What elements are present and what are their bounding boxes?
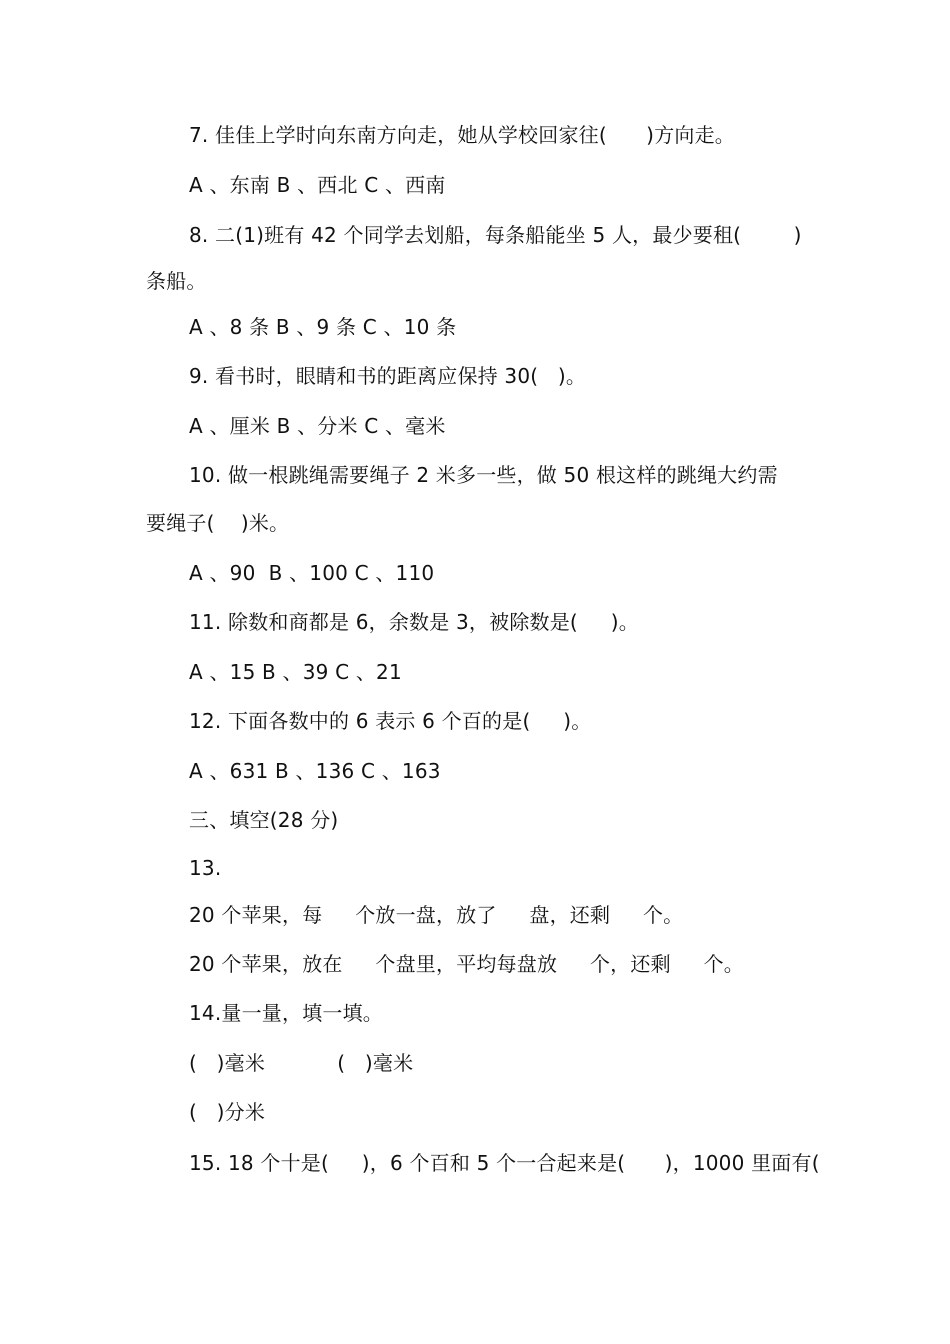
question-12: 12. 下面各数中的 6 表示 6 个百的是( )。 <box>189 709 592 733</box>
question-8-continuation: 条船。 <box>146 269 207 293</box>
question-10: 10. 做一根跳绳需要绳子 2 米多一些，做 50 根这样的跳绳大约需 <box>189 463 778 487</box>
question-11: 11. 除数和商都是 6，余数是 3，被除数是( )。 <box>189 610 639 634</box>
question-15: 15. 18 个十是( )，6 个百和 5 个一合起来是( )，1000 里面有( <box>189 1151 820 1175</box>
question-8: 8. 二(1)班有 42 个同学去划船，每条船能坐 5 人，最少要租( ) <box>189 223 802 247</box>
question-11-options: A 、15 B 、39 C 、21 <box>189 660 402 684</box>
question-13-line-2: 20 个苹果，放在 个盘里，平均每盘放 个，还剩 个。 <box>189 952 744 976</box>
question-14: 14.量一量，填一填。 <box>189 1001 384 1025</box>
question-13: 13. <box>189 856 222 880</box>
question-9-options: A 、厘米 B 、分米 C 、毫米 <box>189 414 446 438</box>
question-14-blanks-row-1: ( )毫米 ( )毫米 <box>189 1051 414 1075</box>
question-7: 7. 佳佳上学时向东南方向走，她从学校回家往( )方向走。 <box>189 123 735 147</box>
question-14-blanks-row-2: ( )分米 <box>189 1100 266 1124</box>
section-heading-fill-in: 三、填空(28 分) <box>189 808 339 832</box>
question-10-continuation: 要绳子( )米。 <box>146 511 290 535</box>
question-7-options: A 、东南 B 、西北 C 、西南 <box>189 173 446 197</box>
question-12-options: A 、631 B 、136 C 、163 <box>189 759 441 783</box>
question-13-line-1: 20 个苹果，每 个放一盘，放了 盘，还剩 个。 <box>189 903 684 927</box>
question-9: 9. 看书时，眼睛和书的距离应保持 30( )。 <box>189 364 587 388</box>
question-8-options: A 、8 条 B 、9 条 C 、10 条 <box>189 315 457 339</box>
question-10-options: A 、90 B 、100 C 、110 <box>189 561 435 585</box>
